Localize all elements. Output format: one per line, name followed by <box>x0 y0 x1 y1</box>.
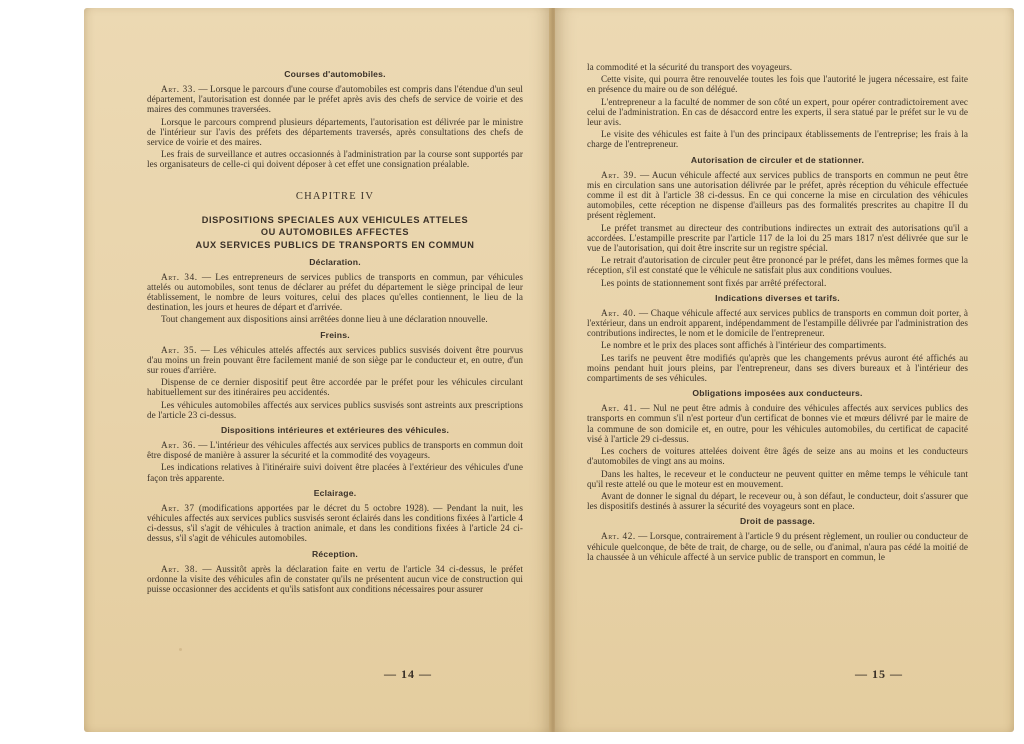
art42-para1 <box>587 531 968 562</box>
art41-text: — Nul ne peut être admis à conduire des véhicules affectés aux services publics des transports en commun s'il n'est porteur d'un certificat de bonnes vie et mœurs délivré par le maire de la commune de son domicile et, en outre, pour les véhicules automobiles, du certificat de capacité visé à l'article 29 ci-dessus. <box>587 403 968 444</box>
continued-para2: Cette visite, qui pourra être renouvelée toutes les fois que l'autorité le jugera nécessaire, est faite en présence du maire ou de son délégué. <box>587 74 968 95</box>
art40-text: — Chaque véhicule affecté aux services publics de transports en commun doit porter, à l'extérieur, dans un endroit apparent, indépendamment de l'estampille délivrée par l'administration des contributions indirectes, le nom et le domicile de l'entrepreneur. <box>587 307 968 339</box>
art34-number: Art. 34. <box>161 271 198 282</box>
art35-para2: Dispense de ce dernier dispositif peut être accordée par le préfet pour les véhicules circulant habituellement sur des itinéraires peu accidentés. <box>147 377 523 398</box>
chapter-heading: CHAPITRE IV <box>295 190 375 202</box>
art34-para1 <box>147 272 523 313</box>
heading-declaration: Déclaration. <box>309 256 361 267</box>
art34-text: — Les entrepreneurs de services publics de transports en commun, par véhicules attelés ou automobiles, sont tenus de déclarer au préfet du département le siège principal de leur établissement, le nombre de leurs voitures, celui des places qu'elles contiennent, le lieu de la destination, les jours et heures de départ et d'arrivée. <box>147 271 523 313</box>
heading-droit: Droit de passage. <box>739 516 816 527</box>
heading-reception: Réception. <box>312 548 358 559</box>
right-page-text <box>587 62 968 562</box>
art42-text: — Lorsque, contrairement à l'article 9 du présent règlement, un roulier ou conducteur de véhicule quelconque, de bête de trait, de charge, ou de selle, ou d'animal, n'aura pas cédé la moitié de la chaussée à un véhicule affecté à un service public de transport en commun, le <box>587 531 968 562</box>
art37-para1 <box>147 503 523 544</box>
heading-courses: Courses d'automobiles. <box>284 69 386 79</box>
art33-para1 <box>147 84 523 115</box>
continued-para4: Le visite des véhicules est faite à l'un des principaux établissements de l'entreprise; les frais à la charge de l'entrepreneur. <box>587 129 968 150</box>
art40-para2: Le nombre et le prix des places sont affichés à l'intérieur des compartiments. <box>601 340 887 351</box>
art40-para1 <box>587 308 968 339</box>
art36-number: Art. 36. <box>161 440 196 451</box>
art33-text: — Lorsque le parcours d'une course d'automobiles est compris dans l'étendue d'un seul département, l'autorisation est donnée par le préfet après avis des chefs de service de voirie et des maires des communes traversées. <box>147 84 523 115</box>
art41-para4: Avant de donner le signal du départ, le receveur ou, à son défaut, le conducteur, doit s'assurer que les dispositifs destinés à assurer la sécurité des voyageurs sont en place. <box>587 490 968 512</box>
chapter-title <box>147 214 523 252</box>
left-page <box>84 8 551 732</box>
art38-para1 <box>147 564 523 595</box>
art38-text: — Aussitôt après la déclaration faite en vertu de l'article 34 ci-dessus, le préfet ordonne la visite des véhicules afin de constater qu'ils ne présentent aucun vice de construction qui puisse occasionner des accidents et qu'ils satisfont aux conditions nécessaires pour assurer <box>147 563 523 595</box>
art39-number: Art. 39. <box>601 169 637 180</box>
heading-dispositions: Dispositions intérieures et extérieures des véhicules. <box>220 425 450 436</box>
heading-eclairage: Eclairage. <box>313 487 357 498</box>
art40-number: Art. 40. <box>601 307 637 318</box>
heading-autorisation: Autorisation de circuler et de stationner. <box>690 154 865 165</box>
art39-para2: Le préfet transmet au directeur des contributions indirectes un extrait des autorisations qu'il a accordées. L'estampille prescrite par l'article 117 de la loi du 25 mars 1817 n'est délivrée que sur le vue de l'autorisation, qui doit être inscrite sur un registre spécial. <box>587 222 968 254</box>
chapter-title-line2: OU AUTOMOBILES AFFECTES <box>260 227 410 238</box>
art33-para3: Les frais de surveillance et autres occasionnés à l'administration par la course sont supportés par les organisateurs de celle-ci qui doivent déposer à cet effet une consignation préalable. <box>147 149 523 170</box>
chapter-title-line3: AUX SERVICES PUBLICS DE TRANSPORTS EN COMMUN <box>195 240 475 251</box>
art42-number: Art. 42. <box>601 531 636 542</box>
art37-text: (modifications apportées par le décret du 5 octobre 1928). — Pendant la nuit, les véhicules affectés aux services publics susvisés seront éclairés dans les conditions fixées à l'article 4 ci-dessus, s'il s'agit de véhicules à traction animale, et dans les conditions fixées à l'article 24 ci-dessus, s'il s'agit de véhicules automobiles. <box>147 502 523 544</box>
paper-spot <box>179 648 182 651</box>
art35-para1 <box>147 345 523 376</box>
art41-para1 <box>587 403 968 444</box>
heading-freins: Freins. <box>320 329 350 340</box>
art35-text: — Les véhicules attelés affectés aux services publics susvisés doivent être pourvus d'au moins un frein pouvant être facilement manié de son siège par le conducteur et, en outre, d'un sur roues d'arrière. <box>147 344 523 376</box>
art38-number: Art. 38. <box>161 563 198 574</box>
art33-number: Art. 33. <box>161 84 196 94</box>
art40-para3: Les tarifs ne peuvent être modifiés qu'après que les changements prévus auront été affichés au moins pendant huit jours pleins, par l'entrepreneur, dans ses divers bureaux et à l'intérieur des compartiments de ses véhicules. <box>587 352 968 384</box>
art39-para4: Les points de stationnement sont fixés par arrêté préfectoral. <box>601 277 827 288</box>
art33-para2: Lorsque le parcours comprend plusieurs départements, l'autorisation est délivrée par le ministre de l'intérieur sur l'avis des préfets des départements traversés, après consultations des chefs de service de voirie et des maires. <box>147 116 523 148</box>
page-number-right: — 15 — <box>855 667 903 681</box>
art36-text: — L'intérieur des véhicules affectés aux services publics de transports en commun doit être disposé de manière à assurer la sécurité et la commodité des voyageurs. <box>147 440 523 461</box>
art41-para3: Dans les haltes, le receveur et le conducteur ne peuvent quitter en même temps le véhicule tant qu'il reste attelé ou que le moteur est en mouvement. <box>587 468 968 489</box>
art34-para2: Tout changement aux dispositions ainsi arrêtées donne lieu à une déclaration nnouvelle. <box>161 314 488 325</box>
art35-number: Art. 35. <box>161 344 198 355</box>
page-number-left: — 14 — <box>384 667 432 681</box>
paper-spot <box>615 208 618 211</box>
art36-para2: Les indications relatives à l'itinéraire suivi doivent être placées à l'extérieur des véhicules d'une façon très apparente. <box>147 462 523 483</box>
art41-para2: Les cochers de voitures attelées doivent être âgés de seize ans au moins et les conducteurs d'automobiles de vingt ans au moins. <box>587 446 968 467</box>
left-page-text <box>147 69 523 594</box>
chapter-title-line1: DISPOSITIONS SPECIALES AUX VEHICULES ATTELES <box>201 214 469 225</box>
heading-indications: Indications diverses et tarifs. <box>715 292 840 303</box>
art37-number: Art. 37 <box>161 502 195 513</box>
art39-para3: Le retrait d'autorisation de circuler peut être prononcé par le préfet, dans les mêmes formes que la réception, s'il est constaté que le véhicule ne satisfait plus aux conditions voulues. <box>587 255 968 276</box>
art35-para3: Les véhicules automobiles affectés aux services publics susvisés sont astreints aux prescriptions de l'article 23 ci-dessus. <box>147 399 523 420</box>
right-page <box>555 8 1014 732</box>
art41-number: Art. 41. <box>601 403 637 414</box>
art39-para1 <box>587 170 968 221</box>
art36-para1 <box>147 440 523 460</box>
continued-para1: la commodité et la sécurité du transport des voyageurs. <box>587 62 793 72</box>
continued-para3: L'entrepreneur a la faculté de nommer de son côté un expert, pour opérer contradictoirement avec celui de l'administration. En cas de désaccord entre les experts, il sera statué par le préfet sur le vu de leur avis. <box>587 96 968 128</box>
paper-spot <box>294 463 298 467</box>
heading-obligations: Obligations imposées aux conducteurs. <box>692 388 863 399</box>
art39-text: — Aucun véhicule affecté aux services publics de transports en commun ne peut être mis en circulation sans une autorisation délivrée par le préfet, après réception du véhicule effectuée comme il est dit à l'article 38 ci-dessus. En ce qui concerne la mise en circulation des véhicules automobiles, cette réception ne dispense d'ailleurs pas des formalités prescrites au chapitre II du présent règlement. <box>587 169 968 221</box>
open-booklet <box>84 8 1014 732</box>
